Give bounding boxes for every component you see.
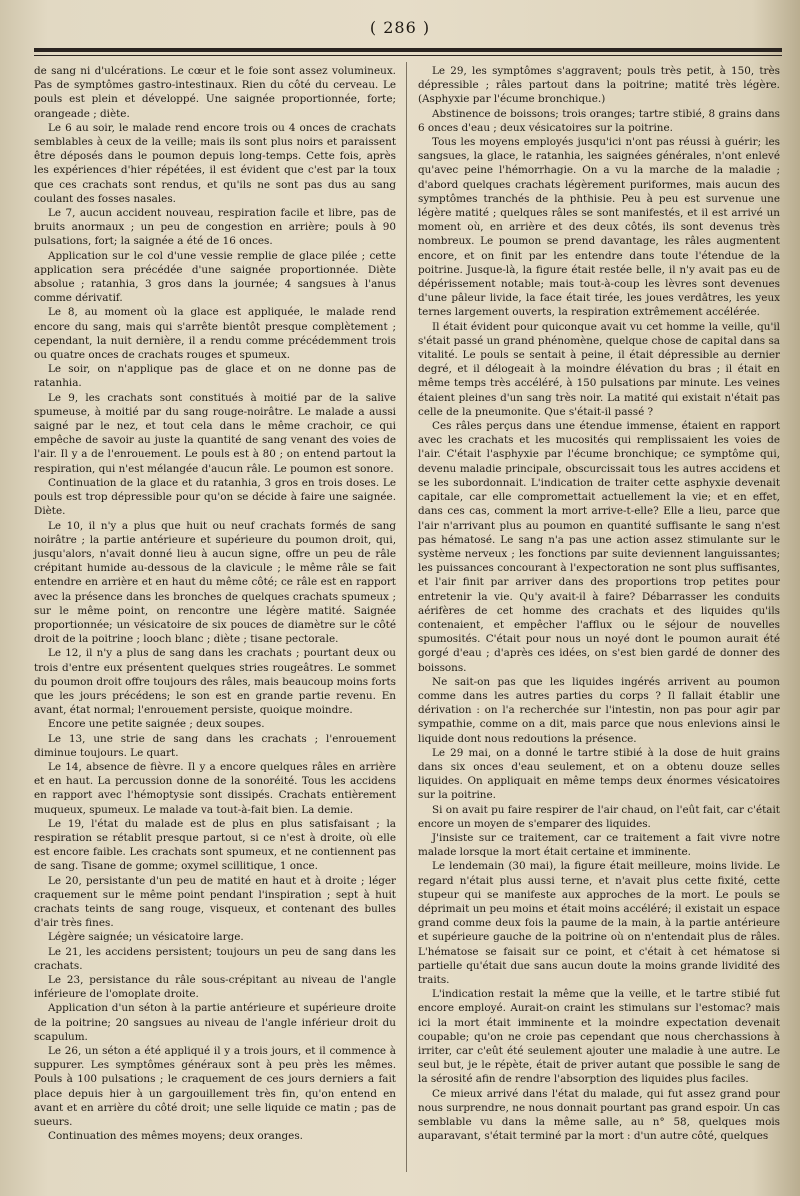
paragraph: Le 6 au soir, le malade rend encore trois ou 4 onces de crachats semblables à ceux de la veille; mais ils sont plus noirs et paraissent être déposés dans le poumon depuis long-temps. Cette fois, après les expériences d'hier répétées, il est évident que c'est par la toux que ces crachats sont rendus, et qu'ils ne sont pas dus au sang coulant des fosses nasales.	[34, 121, 396, 205]
paragraph: Le 10, il n'y a plus que huit ou neuf crachats formés de sang noirâtre ; la partie antérieure et supérieure du poumon droit, qui, jusqu'alors, n'avait donné lieu à aucun signe, offre un peu de râle crépitant humide au-dessous de la clavicule ; le même râle se fait entendre en arrière et en haut du même côté; ce râle est en rapport avec la présence dans les bronches de quelques crachats spumeux ; sur le même point, on rencontre une légère matité. Saignée proportionnée; un vésicatoire de six pouces de diamètre sur le côté droit de la poitrine ; looch blanc ; diète ; tisane pectorale.	[34, 519, 396, 646]
right-column	[418, 64, 780, 1143]
paragraph: Ce mieux arrivé dans l'état du malade, qui fut assez grand pour nous surprendre, ne nous donnait pourtant pas grand espoir. Un cas semblable vu dans la même salle, au n° 58, quelques mois auparavant, s'était terminé par la mort : d'un autre côté, quelques	[418, 1087, 780, 1143]
paragraph: Légère saignée; un vésicatoire large.	[48, 931, 244, 944]
paragraph: Le 29, les symptômes s'aggravent; pouls très petit, à 150, très dépressible ; râles partout dans la poitrine; matité très légère. (Asphyxie par l'écume bronchique.)	[418, 65, 780, 106]
paragraph: Si on avait pu faire respirer de l'air chaud, on l'eût fait, car c'était encore un moyen de s'emparer des liquides.	[418, 803, 780, 830]
paragraph: Le lendemain (30 mai), la figure était meilleure, moins livide. Le regard n'était plus aussi terne, et n'avait plus cette fixité, cette stupeur qui se manifeste aux approches de la mort. Le pouls se déprimait un peu moins et était moins accéléré; il existait un espace grand comme deux fois la paume de la main, à la partie antérieure et supérieure gauche de la poitrine où on n'entendait plus de râles. L'hématose se faisait sur ce point, et c'était à cet hématose si partielle qu'était due sans aucun doute la moins grande lividité des traits.	[418, 860, 780, 986]
paragraph: Application sur le col d'une vessie remplie de glace pilée ; cette application sera précédée d'une saignée proportionnée. Diète absolue ; ratanhia, 3 gros dans la journée; 4 sangsues à l'anus comme dérivatif.	[34, 249, 396, 305]
paragraph: Abstinence de boissons; trois oranges; tartre stibié, 8 grains dans 6 onces d'eau ; deux vésicatoires sur la poitrine.	[418, 107, 780, 134]
paragraph: Ne sait-on pas que les liquides ingérés arrivent au poumon comme dans les autres parties du corps ? Il fallait établir une dérivation : on l'a recherchée sur l'intestin, non pas pour agir par sympathie, comme on a dit, mais parce que nous enlevions ainsi le liquide dont nous redoutions la présence.	[418, 675, 780, 745]
paragraph: Le 29 mai, on a donné le tartre stibié à la dose de huit grains dans six onces d'eau seulement, et on a obtenu douze selles liquides. On appliquait en même temps deux énormes vésicatoires sur la poitrine.	[418, 746, 780, 802]
paragraph: de sang ni d'ulcérations. Le cœur et le foie sont assez volumineux. Pas de symptômes gastro-intestinaux. Rien du côté du cerveau. Le pouls est plein et développé. Une saignée proportionnée, forte; orangeade ; diète.	[34, 65, 396, 120]
page-number: ( 286 )	[369, 18, 431, 37]
paragraph: Le 23, persistance du râle sous-crépitant au niveau de l'angle inférieure de l'omoplate droite.	[34, 974, 396, 1001]
paragraph: Le 9, les crachats sont constitués à moitié par de la salive spumeuse, à moitié par du sang rouge-noirâtre. Le malade a aussi saigné par le nez, et tout cela dans le même crachoir, ce qui empêche de savoir au juste la quantité de sang venant des voies de l'air. Il y a de l'enrouement. Le pouls est à 80 ; on entend partout la respiration, qui n'est mélangée d'aucun râle. Le poumon est sonore.	[34, 391, 396, 475]
left-column	[34, 64, 396, 1143]
paragraph: Le 8, au moment où la glace est appliquée, le malade rend encore du sang, mais qui s'arrête bientôt presque complètement ; cependant, la nuit dernière, il a rendu comme précédemment trois ou quatre onces de crachats rouges et spumeux.	[34, 306, 396, 362]
paragraph: Encore une petite saignée ; deux soupes.	[48, 718, 265, 731]
paragraph: Il était évident pour quiconque avait vu cet homme la veille, qu'il s'était passé un grand phénomène, quelque chose de capital dans sa vitalité. Le pouls se sentait à peine, il était dépressible au dernier degré, et il délogeait à la moindre élévation du bras ; il était en même temps très accéléré, à 150 pulsations par minute. Les veines étaient pleines d'un sang très noir. La matité qui existait n'était pas celle de la pneumonite. Que s'était-il passé ?	[418, 320, 780, 418]
paragraph: Application d'un séton à la partie antérieure et supérieure droite de la poitrine; 20 sangsues au niveau de l'angle inférieur droit du scapulum.	[34, 1002, 396, 1043]
paragraph: L'indication restait la même que la veille, et le tartre stibié fut encore employé. Aurait-on craint les stimulans sur l'estomac? mais ici la mort était imminente et la moindre expectation devenait coupable; qu'on ne croie pas cependant que nous cherchassions à irriter, car c'eût été seulement ajouter une maladie à une autre. Le seul but, je le répète, était de priver autant que possible le sang de la sérosité afin de rendre l'absorption des liquides plus faciles.	[418, 988, 780, 1086]
paragraph: Le 12, il n'y a plus de sang dans les crachats ; pourtant deux ou trois d'entre eux présentent quelques stries rougeâtres. Le sommet du poumon droit offre toujours des râles, mais beaucoup moins forts que les jours précédens; le son est en grande partie revenu. En avant, état normal; l'enrouement persiste, quoique moindre.	[34, 647, 396, 717]
paragraph: Le 19, l'état du malade est de plus en plus satisfaisant ; la respiration se rétablit presque partout, si ce n'est à droite, où elle est encore faible. Les crachats sont spumeux, et ne contiennent pas de sang. Tisane de gomme; oxymel scillitique, 1 once.	[34, 817, 396, 873]
paragraph: Le 13, une strie de sang dans les crachats ; l'enrouement diminue toujours. Le quart.	[34, 732, 396, 759]
paragraph: Le 14, absence de fièvre. Il y a encore quelques râles en arrière et en haut. La percussion donne de la sonoréité. Tous les accidens en rapport avec l'hémoptysie sont dissipés. Crachats entièrement muqueux, spumeux. Le malade va tout-à-fait bien. La demie.	[34, 760, 396, 816]
paragraph: Continuation des mêmes moyens; deux oranges.	[48, 1130, 303, 1143]
paragraph: Ces râles perçus dans une étendue immense, étaient en rapport avec les crachats et les mucosités qui remplissaient les voies de l'air. C'était l'asphyxie par l'écume bronchique; ce symptôme qui, devenu maladie principale, obscurcissait tous les autres accidens et se les subordonnait. L'indication de traiter cette asphyxie devenait capitale, car elle compromettait actuellement la vie; et en effet, dans ces cas, comment la mort arrive-t-elle? Elle a lieu, parce que l'air n'arrivant plus au poumon en quantité suffisante le sang n'est pas hématosé. Le sang n'a pas une action assez stimulante sur le système nerveux ; les fonctions par suite deviennent languissantes; les puissances concourant à l'expectoration ne sont plus suffisantes, et l'air finit par arriver dans des proportions trop petites pour entretenir la vie. Qu'y avait-il à faire? Débarrasser les conduits aérifères de cet homme des crachats et des liquides qu'ils contenaient, et empêcher l'afflux ou le séjour de nouvelles spumosités. C'était pour nous un noyé dont le poumon aurait été gorgé d'eau ; d'après ces idées, on s'est bien gardé de donner des boissons.	[418, 420, 780, 674]
paragraph: Le 26, un séton a été appliqué il y a trois jours, et il commence à suppurer. Les symptômes généraux sont à peu près les mêmes. Pouls à 100 pulsations ; le craquement de ces jours derniers a fait place depuis hier à un gargouillement très fin, qu'on entend en avant et en arrière du côté droit; une selle liquide ce matin ; pas de sueurs.	[34, 1045, 396, 1129]
paragraph: Tous les moyens employés jusqu'ici n'ont pas réussi à guérir; les sangsues, la glace, le ratanhia, les saignées générales, n'ont enlevé qu'avec peine l'hémorrhagie. On a vu la marche de la maladie ; d'abord quelques crachats légèrement puriformes, mais aucun des symptômes tranchés de la phthisie. Peu à peu est survenue une légère matité ; quelques râles se sont manifestés, et il est arrivé un moment où, en arrière et des deux côtés, ils sont devenus très nombreux. Le poumon se prend davantage, les râles augmentent encore, et on finit par les entendre dans toute l'étendue de la poitrine. Jusque-là, la figure était restée belle, il n'y avait pas eu de dépérissement notable; mais tout-à-coup les lèvres sont devenues d'une pâleur livide, la face était tirée, les joues verdâtres, les yeux ternes largement ouverts, la respiration extrêmement accélérée.	[418, 136, 780, 319]
paragraph: Le 21, les accidens persistent; toujours un peu de sang dans les crachats.	[34, 945, 396, 972]
paragraph: Le 20, persistante d'un peu de matité en haut et à droite ; léger craquement sur le même point pendant l'inspiration ; sept à huit crachats teints de sang rouge, visqueux, et contenant des bulles d'air très fines.	[34, 874, 396, 930]
header-rule	[34, 48, 782, 56]
paragraph: Le soir, on n'applique pas de glace et on ne donne pas de ratanhia.	[34, 363, 396, 390]
paragraph: J'insiste sur ce traitement, car ce traitement a fait vivre notre malade lorsque la mort était certaine et imminente.	[418, 831, 780, 859]
paragraph: Continuation de la glace et du ratanhia, 3 gros en trois doses. Le pouls est trop dépressible pour qu'on se décide à faire une saignée. Diète.	[34, 476, 396, 518]
column-divider	[406, 62, 407, 1172]
paragraph: Le 7, aucun accident nouveau, respiration facile et libre, pas de bruits anormaux ; un peu de congestion en arrière; pouls à 90 pulsations, fort; la saignée a été de 16 onces.	[34, 207, 396, 248]
